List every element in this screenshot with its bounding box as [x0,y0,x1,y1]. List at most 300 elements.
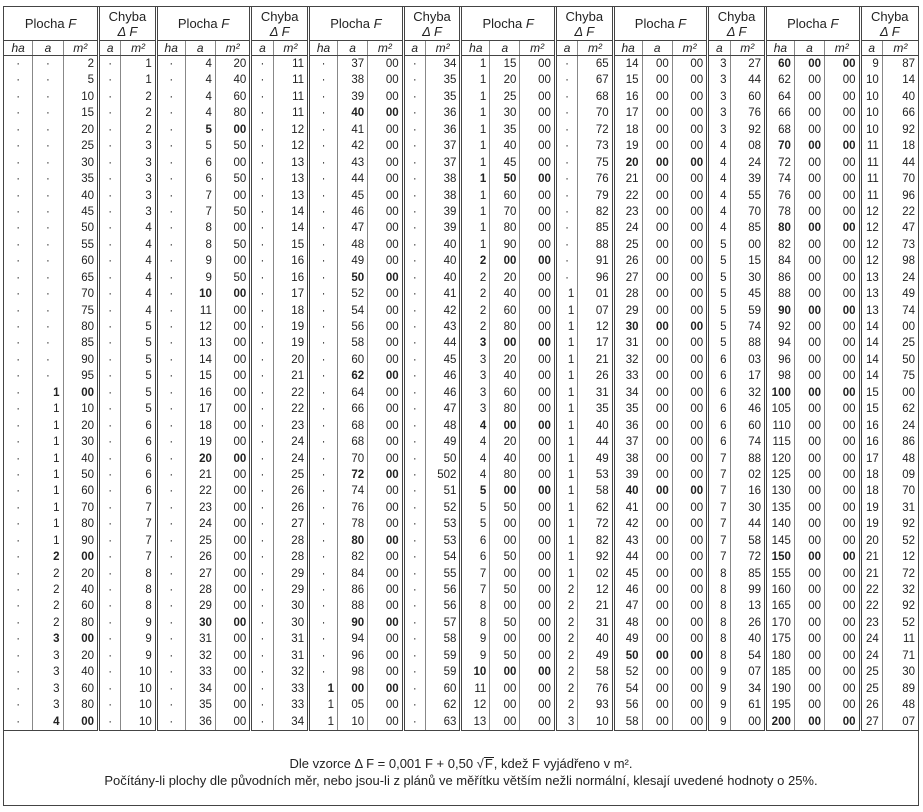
cell-ea: 5 [720,321,727,333]
cell-em2: 13 [291,156,305,169]
cell-a: 4 [205,90,212,103]
cell-ha: 180 [771,649,791,662]
cell-ha: · [321,666,326,679]
cell-em2: 12 [595,321,609,333]
cell-ha: 1 [479,238,487,251]
cell-ea: 1 [567,534,575,547]
cell-m2: 50 [233,271,247,284]
cell-a: 45 [503,156,517,169]
cell-em2: 14 [291,222,305,235]
cell-ea: · [108,551,113,564]
cell-ea: 19 [866,518,879,531]
cell-m2: 70 [81,501,95,514]
chyba-label: Chyba [413,8,451,24]
cell-em2: 16 [291,255,305,268]
cell-m2: 20 [233,58,247,70]
cell-a: 7 [205,189,212,202]
cell-em2: 7 [145,534,152,547]
cell-ha: · [169,518,174,531]
cell-ea: 11 [866,189,879,202]
cell-ea: · [412,551,417,564]
cell-a: 60 [351,353,365,366]
cell-m2: 00 [842,436,856,449]
cell-m2: 00 [233,485,247,498]
cell-a: 00 [503,534,517,547]
cell-em2: 52 [902,616,915,629]
cell-a: 3 [53,682,60,695]
cell-m2: 00 [538,123,551,136]
cell-m2: 85 [81,337,95,350]
cell-ea: · [108,74,113,87]
cell-a: 90 [351,616,365,629]
cell-em2: 3 [145,156,152,169]
cell-a: 21 [199,468,212,481]
cell-em2: 96 [595,271,609,284]
cell-m2: 70 [81,288,95,301]
cell-m2: 00 [81,386,95,399]
cell-ha: · [16,321,21,333]
cell-a: · [46,337,50,350]
cell-ea: 22 [866,584,879,596]
formula-line: Dle vzorce Δ F = 0,001 F + 0,50 √F, kdež F vyjádřeno v m². [289,756,633,771]
cell-em2: 91 [595,255,609,268]
cell-ea: · [412,238,417,251]
cell-a: 00 [808,123,822,136]
cell-ea: 5 [720,288,727,301]
cell-a: 11 [199,304,212,317]
cell-ea: 5 [720,255,727,268]
cell-m2: 00 [690,485,704,498]
cell-ea: 6 [720,403,727,416]
cell-ha: · [16,140,21,153]
cell-em2: 74 [902,304,915,317]
chyba-symbol: Δ F [117,23,138,39]
cell-m2: 00 [690,58,704,70]
cell-em2: 48 [902,699,915,712]
cell-ea: 9 [720,666,727,679]
cell-em2: 25 [291,468,305,481]
cell-m2: 00 [385,715,399,728]
cell-ea: 6 [720,386,727,399]
cell-ea: · [412,90,417,103]
cell-ha: · [321,501,326,514]
cell-ea: 2 [567,633,575,646]
cell-ha: 14 [625,58,639,70]
cell-a: 50 [503,173,517,186]
cell-a: 35 [199,699,212,712]
cell-ea: · [412,715,417,728]
cell-a: 00 [655,370,669,383]
cell-a: 00 [655,123,669,136]
cell-m2: 50 [233,205,247,218]
cell-a: 10 [351,715,365,728]
cell-m2: 00 [385,156,399,169]
cell-m2: 00 [538,321,551,333]
col-m2 [520,56,555,731]
cell-em2: 24 [291,452,305,465]
cell-ea: · [108,255,113,268]
cell-a: 00 [808,485,822,498]
cell-ea: 13 [866,304,879,317]
cell-a: 64 [351,386,365,399]
cell-a: 00 [808,436,822,449]
cell-em2: 14 [902,74,915,87]
cell-ea: · [565,173,569,186]
cell-ha: 46 [625,584,639,596]
cell-a: 00 [655,386,669,399]
cell-m2: 00 [842,337,856,350]
cell-a: 45 [351,189,365,202]
unit-ha: ha [765,41,794,56]
col-ha [156,56,185,731]
cell-ea: 4 [720,222,727,235]
plocha-var: F [221,16,230,31]
cell-em2: 5 [145,353,152,366]
err-unit-a: a [403,41,425,56]
cell-ha: · [321,584,326,596]
cell-em2: 6 [145,468,152,481]
cell-m2: 60 [81,600,95,613]
cell-a: · [46,189,50,202]
cell-m2: 00 [690,436,704,449]
cell-m2: 00 [842,205,856,218]
cell-ha: 21 [625,173,639,186]
cell-ha: 1 [479,58,487,70]
cell-a: 00 [503,666,517,679]
cell-a: 33 [199,666,212,679]
cell-m2: 00 [385,633,399,646]
cell-a: 00 [503,699,517,712]
cell-m2: 00 [385,271,399,284]
cell-a: 18 [199,419,212,432]
cell-em2: 54 [443,551,457,564]
cell-ha: 3 [479,337,487,350]
cell-ha: 24 [625,222,639,235]
cell-a: 00 [503,419,517,432]
cell-ha: 16 [625,90,639,103]
cell-m2: 00 [385,666,399,679]
cell-em2: 50 [902,353,915,366]
cell-ha: 50 [625,649,639,662]
cell-ea: 6 [720,370,727,383]
cell-ha: 26 [625,255,639,268]
chyba-label: Chyba [260,8,299,24]
cell-em2: 88 [595,238,609,251]
cell-m2: 00 [385,699,399,712]
unit-ha: ha [613,41,642,56]
cell-ha: 1 [479,156,487,169]
cell-em2: 2 [145,107,152,120]
cell-ea: · [108,370,113,383]
cell-m2: 10 [81,90,95,103]
col-m2 [672,56,707,731]
cell-a: 41 [351,123,365,136]
cell-a: 00 [503,715,517,728]
cell-m2: 5 [87,74,95,87]
cell-ha: 19 [625,140,639,153]
cell-ea: · [260,74,265,87]
cell-a: 00 [808,238,822,251]
cell-em2: 16 [748,485,761,498]
cell-m2: 00 [385,74,399,87]
cell-ha: 170 [771,616,791,629]
cell-em2: 42 [443,304,457,317]
cell-ha: · [169,337,174,350]
cell-ha: · [321,173,326,186]
unit-a: a [642,41,672,56]
cell-a: 00 [808,353,822,366]
cell-ea: 5 [720,304,727,317]
cell-m2: 30 [81,156,95,169]
cell-a: 1 [53,468,60,481]
cell-m2: 00 [538,551,551,564]
plocha-var: F [68,16,77,31]
cell-ha: · [321,534,326,547]
cell-ea: · [108,205,113,218]
cell-m2: 00 [842,534,856,547]
cell-m2: 00 [385,370,399,383]
cell-em2: 22 [291,403,305,416]
cell-em2: 3 [145,140,152,153]
cell-ha: 45 [625,567,639,580]
cell-ha: · [169,468,174,481]
cell-ea: · [412,74,417,87]
col-m2 [825,56,860,731]
cell-m2: 00 [842,518,856,531]
cell-em2: 11 [292,90,305,103]
cell-ea: · [412,189,417,202]
cell-ha: · [169,452,174,465]
cell-m2: 00 [385,419,399,432]
cell-ea: · [260,633,265,646]
cell-ea: · [260,222,265,235]
cell-a: 00 [503,600,517,613]
cell-ha: 1 [479,140,487,153]
cell-a: 00 [503,255,517,268]
cell-a: 00 [655,715,669,728]
cell-a: 00 [808,189,822,202]
cell-ha: · [16,666,21,679]
cell-ea: · [260,584,265,596]
col-a [33,56,63,731]
cell-em2: 50 [443,452,457,465]
cell-em2: 8 [145,584,152,596]
cell-ea: 5 [720,337,727,350]
cell-em2: 47 [902,222,915,235]
plocha-header [613,7,708,41]
cell-m2: 60 [81,485,95,498]
cell-ea: · [108,107,113,120]
cell-m2: 00 [842,222,856,235]
cell-ea: · [108,666,113,679]
cell-em2: 74 [748,436,761,449]
cell-a: 1 [53,436,60,449]
cell-ea: 4 [720,140,727,153]
cell-em2: 70 [902,485,915,498]
col-em2 [425,56,460,731]
cell-ea: · [565,140,569,153]
cell-ea: · [260,403,265,416]
cell-ea: · [412,682,417,695]
cell-a: 23 [199,501,212,514]
cell-m2: 00 [690,189,704,202]
cell-em2: 73 [595,140,609,153]
cell-a: 29 [199,600,212,613]
cell-ha: · [169,403,174,416]
cell-em2: 02 [748,468,761,481]
cell-m2: 00 [690,616,704,629]
cell-ea: · [260,436,265,449]
cell-m2: 00 [538,337,551,350]
cell-ea: · [260,699,265,712]
cell-ha: 22 [625,189,639,202]
cell-m2: 00 [233,567,247,580]
cell-ea: · [412,353,417,366]
cell-ha: · [321,370,326,383]
cell-ha: 1 [479,173,487,186]
plocha-label: Plocha [787,16,827,31]
cell-a: 16 [199,386,212,399]
cell-m2: 20 [81,123,95,136]
cell-a: 70 [351,452,365,465]
col-em2 [273,56,308,731]
cell-a: 00 [808,534,822,547]
cell-em2: 72 [595,518,609,531]
cell-ea: · [260,255,265,268]
cell-em2: 93 [595,699,609,712]
cell-em2: 66 [902,107,915,120]
cell-ea: · [412,370,417,383]
cell-m2: 00 [538,715,551,728]
cell-em2: 62 [902,403,915,416]
cell-ha: 6 [479,551,487,564]
cell-em2: 3 [145,173,152,186]
cell-ea: · [108,518,113,531]
cell-a: 3 [53,633,60,646]
cell-ea: 27 [866,715,879,728]
cell-em2: 65 [595,58,609,70]
cell-ha: · [321,353,326,366]
cell-ea: · [260,534,265,547]
cell-ea: 5 [720,271,727,284]
cell-ha: · [169,321,174,333]
cell-m2: 20 [81,419,95,432]
cell-a: 00 [655,501,669,514]
cell-ha: · [169,205,174,218]
cell-ha: · [321,304,326,317]
cell-a: 74 [351,485,365,498]
cell-ha: · [169,90,174,103]
cell-ha: · [169,156,174,169]
cell-a: 00 [808,321,822,333]
cell-ha: · [169,255,174,268]
cell-ea: · [108,90,113,103]
cell-m2: 00 [690,419,704,432]
cell-a: 22 [199,485,212,498]
cell-ea: 16 [866,436,879,449]
cell-em2: 00 [748,715,761,728]
unit-m2: m² [825,41,860,56]
cell-em2: 73 [902,238,915,251]
cell-m2: 90 [81,534,95,547]
cell-a: 3 [53,666,60,679]
cell-a: 4 [205,74,212,87]
cell-a: 13 [199,337,212,350]
cell-m2: 00 [233,189,247,202]
cell-ea: 1 [567,452,575,465]
cell-ea: · [108,140,113,153]
cell-ea: · [260,321,265,333]
cell-a: 2 [53,600,60,613]
cell-ha: · [321,518,326,531]
unit-a: a [185,41,215,56]
cell-ha: · [169,436,174,449]
cell-ha: · [16,682,21,695]
cell-ea: · [412,633,417,646]
cell-ha: · [16,403,21,416]
cell-m2: 00 [385,321,399,333]
cell-ea: 8 [720,633,727,646]
err-unit-a: a [555,41,577,56]
cell-m2: 00 [842,107,856,120]
cell-ha: · [169,666,174,679]
cell-em2: 31 [902,501,915,514]
chyba-symbol: Δ F [422,23,442,39]
cell-ha: 7 [479,584,487,596]
cell-em2: 44 [748,518,761,531]
cell-a: 00 [808,518,822,531]
cell-a: 00 [808,715,822,728]
cell-ha: · [16,271,21,284]
cell-m2: 00 [690,649,704,662]
cell-em2: 17 [291,288,305,301]
cell-em2: 32 [748,386,761,399]
cell-ha: · [169,353,174,366]
cell-em2: 11 [292,58,305,70]
plocha-header [461,7,556,41]
cell-m2: 00 [690,551,704,564]
cell-em2: 03 [748,353,761,366]
cell-a: 40 [351,107,365,120]
cell-m2: 00 [690,633,704,646]
col-ea [99,56,121,731]
cell-a: 00 [503,337,517,350]
cell-a: 00 [655,468,669,481]
cell-em2: 5 [145,386,152,399]
cell-ea: · [412,649,417,662]
cell-em2: 29 [291,584,305,596]
cell-ha: · [321,271,326,284]
cell-a: 98 [351,666,365,679]
cell-m2: 00 [538,156,551,169]
cell-m2: 00 [385,337,399,350]
cell-m2: 00 [842,353,856,366]
cell-em2: 19 [291,337,305,350]
plocha-header [4,7,99,41]
cell-ha: 15 [625,74,639,87]
cell-em2: 5 [145,403,152,416]
col-ha [461,56,490,731]
cell-em2: 55 [443,567,457,580]
cell-em2: 30 [748,501,761,514]
cell-ha: · [16,370,21,383]
cell-a: 00 [655,649,669,662]
cell-em2: 34 [748,682,761,695]
cell-m2: 65 [81,271,95,284]
cell-ea: 1 [567,567,575,580]
chyba-label: Chyba [717,8,756,24]
cell-ha: 43 [625,534,639,547]
